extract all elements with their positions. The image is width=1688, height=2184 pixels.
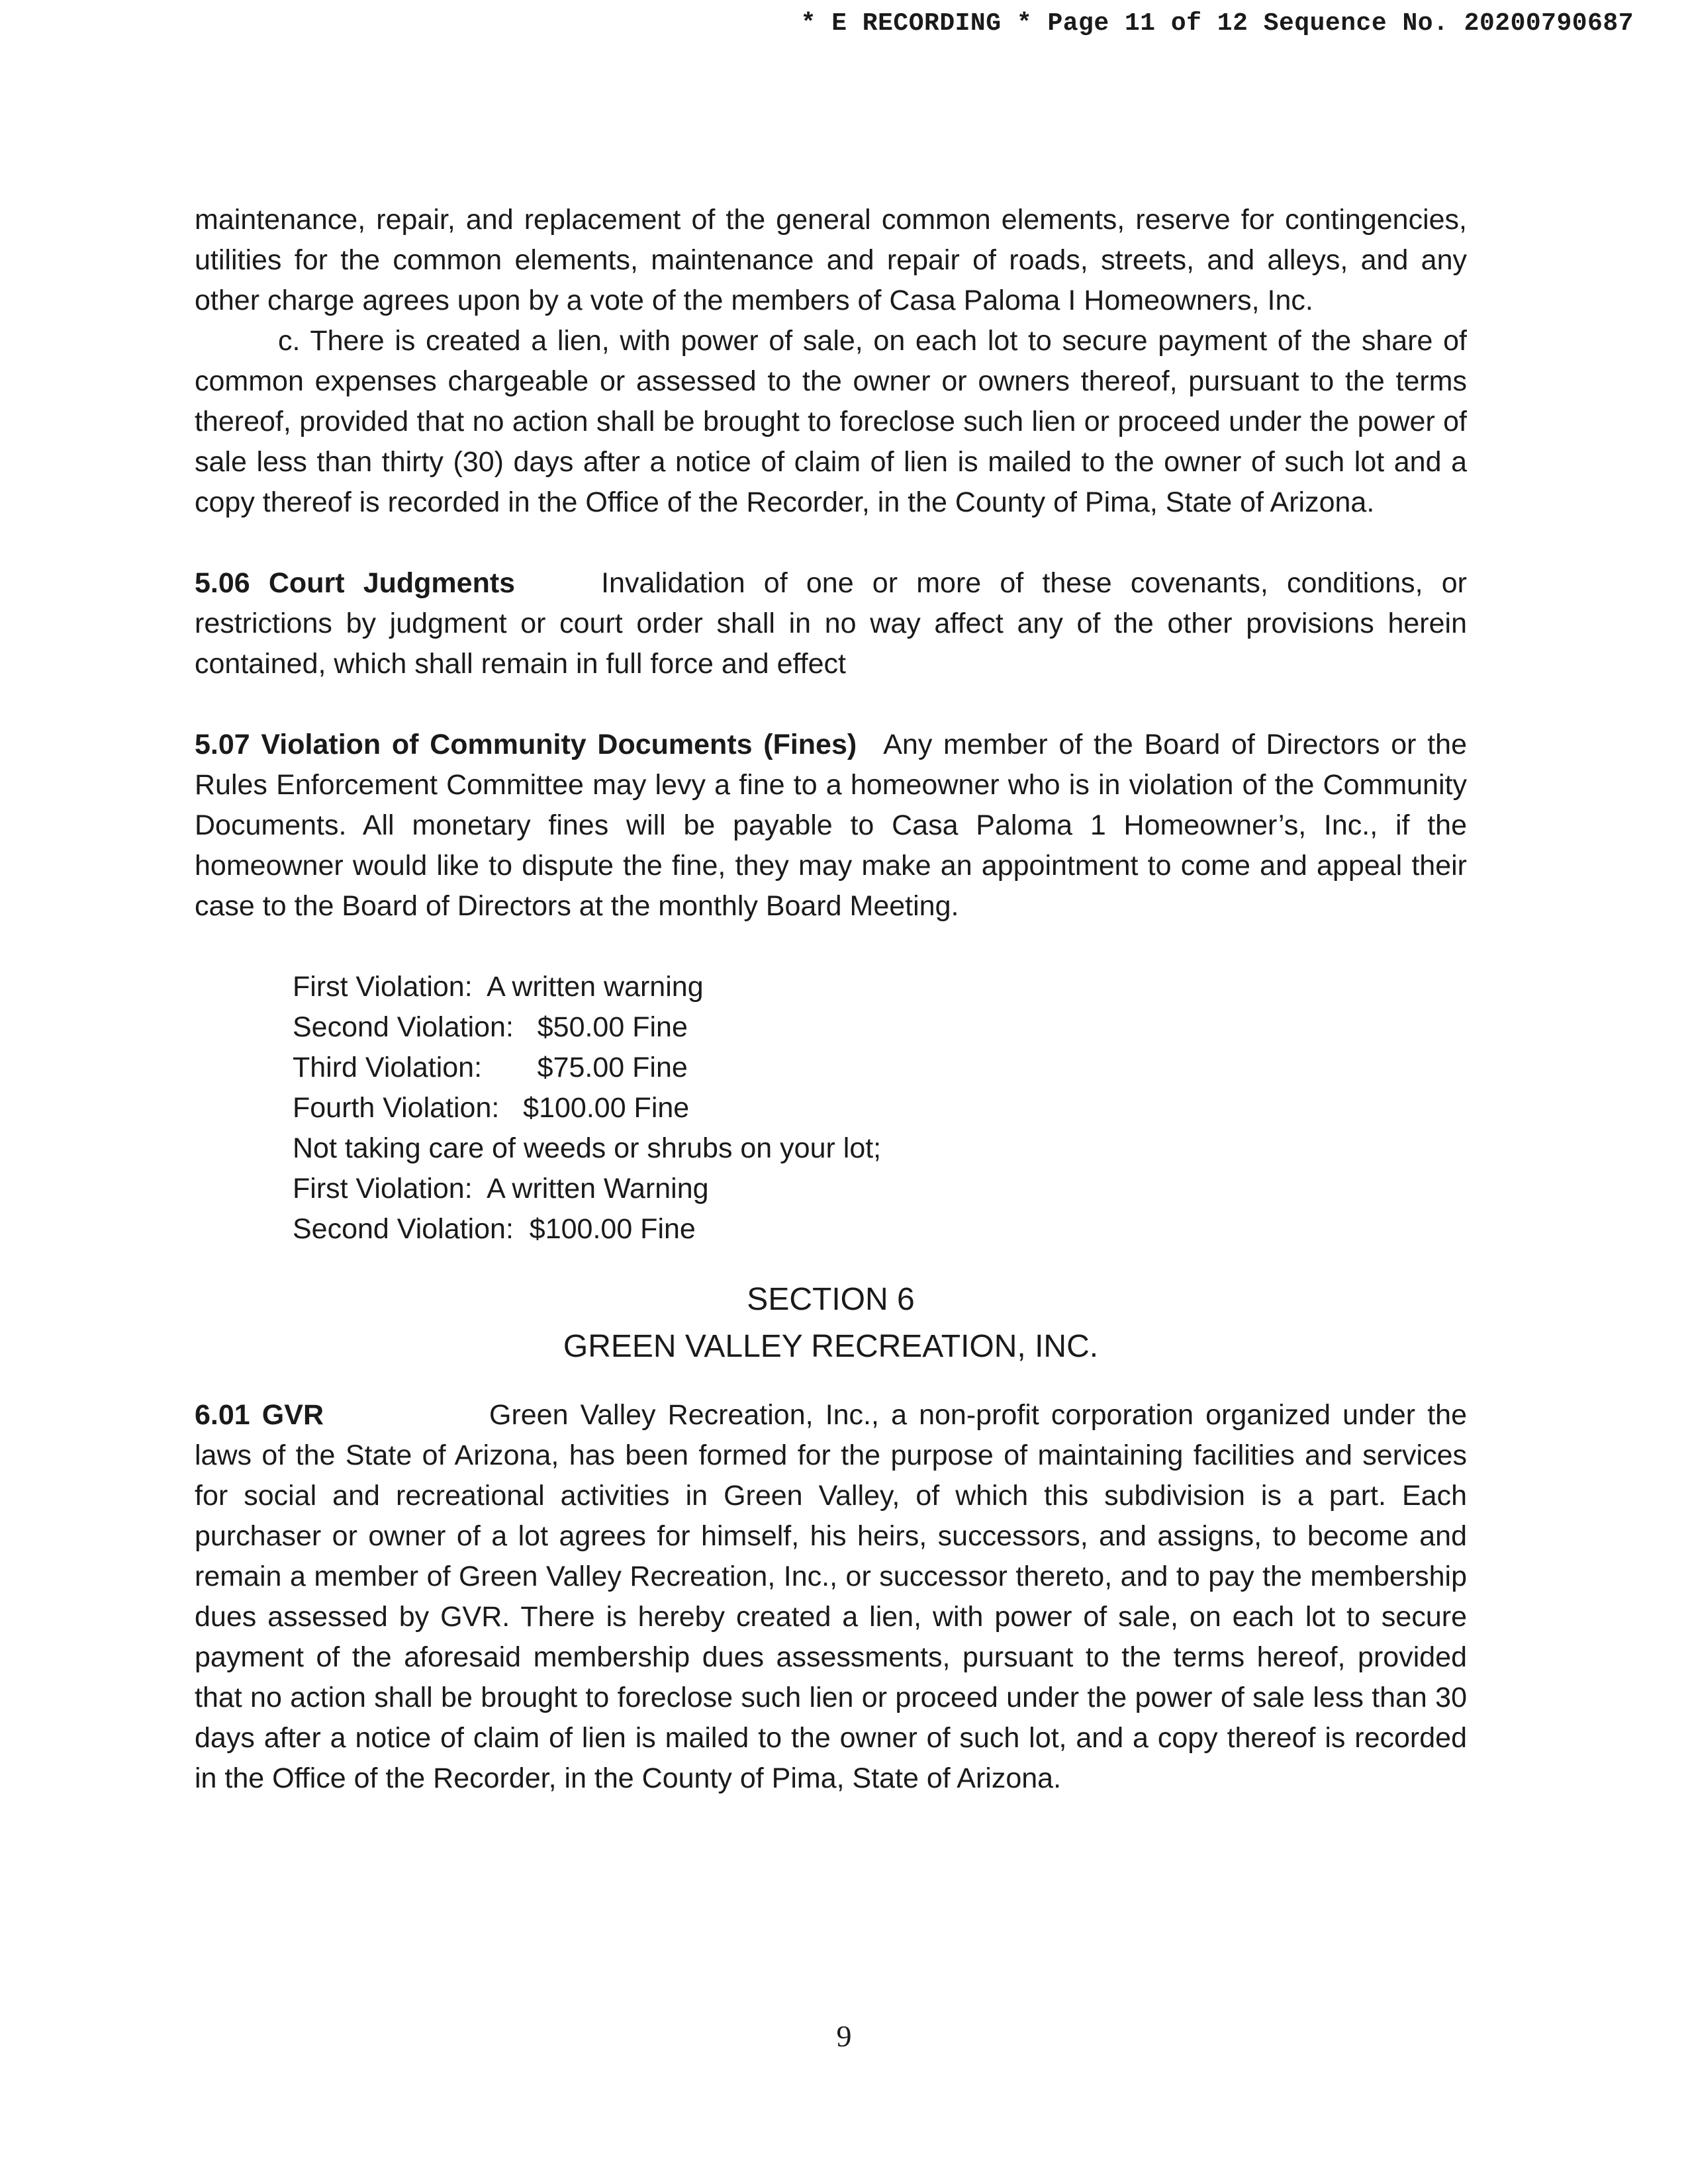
fine-line: First Violation: A written Warning (293, 1173, 709, 1205)
fine-line: Second Violation: $50.00 Fine (293, 1011, 688, 1043)
fine-schedule (293, 967, 1467, 1250)
section-6-number: SECTION 6 (747, 1282, 915, 1317)
section-5-07-text: Any member of the Board of Directors or the Rules Enforcement Committee may levy a fine to a homeowner who is in violation of the Community Documents. All monetary fines will be payable to Casa Paloma 1 Homeowner’s, Inc., if the homeowner would like to dispute the fine, they may make an appointment to come and appeal their case to the Board of Directors at the monthly Board Meeting. (195, 729, 1467, 922)
recording-stamp: * E RECORDING * Page 11 of 12 Sequence No. 20200790687 (800, 9, 1634, 38)
fine-line: Not taking care of weeds or shrubs on your lot; (293, 1132, 882, 1164)
document-body (195, 200, 1467, 1799)
section-6-01 (195, 1395, 1467, 1799)
section-5-06-text: Invalidation of one or more of these covenants, conditions, or restrictions by judgment or court order shall in no way affect any of the other provisions herein contained, which shall remain in full force and effect (195, 567, 1467, 680)
fine-line: Third Violation: $75.00 Fine (293, 1052, 688, 1083)
section-6-title (195, 1276, 1467, 1370)
fine-line: First Violation: A written warning (293, 971, 704, 1003)
paragraph-lien-c: c. There is created a lien, with power of sale, on each lot to secure payment of the share of common expenses chargeable or assessed to the owner or owners thereof, pursuant to the terms thereof, provided that no action shall be brought to foreclose such lien or proceed under the power of sale less than thirty (30) days after a notice of claim of lien is mailed to the owner of such lot and a copy thereof is recorded in the Office of the Recorder, in the County of Pima, State of Arizona. (195, 325, 1467, 518)
page-number: 9 (836, 2019, 852, 2053)
fine-line: Second Violation: $100.00 Fine (293, 1213, 696, 1245)
section-6-01-heading: 6.01 GVR (195, 1399, 324, 1431)
section-5-06-heading: 5.06 Court Judgments (195, 567, 516, 599)
section-6-01-text: Green Valley Recreation, Inc., a non-profit corporation organized under the laws of the State of Arizona, has been formed for the purpose of maintaining facilities and services for social and recreational activities in Green Valley, of which this subdivision is a part. Each purchaser or owner of a lot agrees for himself, his heirs, successors, and assigns, to become and remain a member of Green Valley Recreation, Inc., or successor thereto, and to pay the membership dues assessed by GVR. There is hereby created a lien, with power of sale, on each lot to secure payment of the aforesaid membership dues assessments, pursuant to the terms hereof, provided that no action shall be brought to foreclose such lien or proceed under the power of sale less than 30 days after a notice of claim of lien is mailed to the owner of such lot, and a copy thereof is recorded in the Office of the Recorder, in the County of Pima, State of Arizona. (195, 1399, 1467, 1794)
section-5-07 (195, 725, 1467, 927)
paragraph-continuation: maintenance, repair, and replacement of the general common elements, reserve for contingencies, utilities for the common elements, maintenance and repair of roads, streets, and alleys, and any other charge agrees upon by a vote of the members of Casa Paloma I Homeowners, Inc. (195, 204, 1467, 316)
section-5-06 (195, 563, 1467, 684)
section-5-07-heading: 5.07 Violation of Community Documents (Fines) (195, 729, 857, 760)
section-6-name: GREEN VALLEY RECREATION, INC. (563, 1329, 1099, 1364)
fine-line: Fourth Violation: $100.00 Fine (293, 1092, 690, 1124)
